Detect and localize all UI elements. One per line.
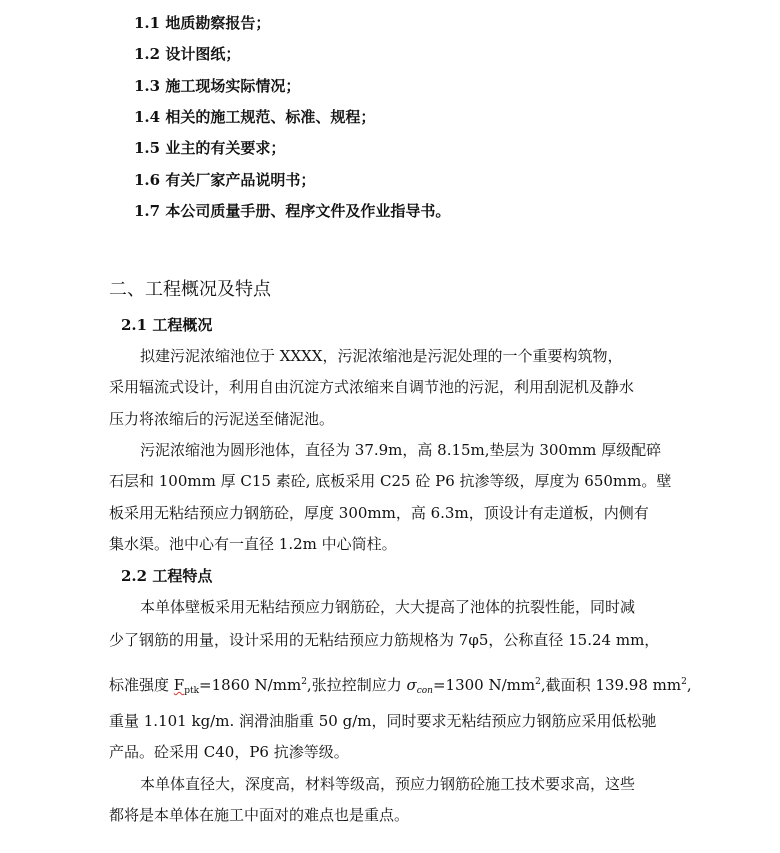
paragraph-line: 都将是本单体在施工中面对的难点也是重点。 (109, 806, 410, 824)
basis-item: 1.4 相关的施工规范、标准、规程； (134, 108, 376, 126)
section-heading: 二、工程概况及特点 (109, 279, 271, 300)
paragraph-line: 产品。砼采用 C40，P6 抗渗等级。 (109, 743, 349, 761)
text-segment: , (686, 676, 692, 694)
symbol-sigma-subscript: con (416, 686, 433, 696)
text-segment: 标准强度 (109, 676, 174, 694)
basis-item: 1.7 本公司质量手册、程序文件及作业指导书。 (134, 202, 451, 220)
basis-item: 1.5 业主的有关要求； (134, 139, 286, 157)
paragraph-line: 板采用无粘结预应力钢筋砼，厚度 300mm，高 6.3m，顶设计有走道板，内侧有 (109, 504, 649, 522)
paragraph-line: 重量 1.101 kg/m. 润滑油脂重 50 g/m，同时要求无粘结预应力钢筋应采用低松驰 (109, 712, 657, 730)
subsection-heading: 2.1 工程概况 (121, 316, 213, 334)
paragraph-line: 污泥浓缩池为圆形池体，直径为 37.9m，高 8.15m,垫层为 300mm 厚级配碎 (140, 441, 662, 459)
text-segment: =1300 N/mm (432, 676, 536, 694)
text-segment: ,张拉控制应力 (306, 676, 407, 694)
paragraph-line-formula (109, 672, 692, 701)
superscript: 2 (301, 677, 307, 687)
basis-item: 1.6 有关厂家产品说明书； (134, 171, 316, 189)
symbol-sigma: σ (406, 676, 417, 694)
symbol-f (174, 676, 199, 694)
subsection-heading: 2.2 工程特点 (121, 567, 213, 585)
text-segment: =1860 N/mm (199, 676, 302, 694)
paragraph-line: 本单体壁板采用无粘结预应力钢筋砼，大大提高了池体的抗裂性能，同时减 (140, 598, 636, 616)
paragraph-line: 压力将浓缩后的污泥送至储泥池。 (109, 410, 335, 428)
basis-item: 1.2 设计图纸； (134, 45, 241, 63)
paragraph-line: 采用辐流式设计，利用自由沉淀方式浓缩来自调节池的污泥，利用刮泥机及静水 (109, 378, 635, 396)
paragraph-line: 石层和 100mm 厚 C15 素砼, 底板采用 C25 砼 P6 抗渗等级，厚度为 650mm。壁 (109, 472, 672, 490)
paragraph-line: 本单体直径大，深度高，材料等级高，预应力钢筋砼施工技术要求高，这些 (140, 775, 636, 793)
symbol-f-letter: F (173, 676, 185, 694)
paragraph-line: 拟建污泥浓缩池位于 XXXX，污泥浓缩池是污泥处理的一个重要构筑物， (140, 347, 623, 365)
paragraph-line: 集水渠。池中心有一直径 1.2m 中心筒柱。 (109, 535, 397, 553)
basis-item: 1.1 地质勘察报告； (134, 14, 271, 32)
basis-item: 1.3 施工现场实际情况； (134, 77, 301, 95)
superscript: 2 (535, 677, 541, 687)
paragraph-line: 少了钢筋的用量，设计采用的无粘结预应力筋规格为 7φ5，公称直径 15.24 mm， (109, 631, 660, 649)
symbol-f-subscript: ptk (184, 686, 200, 696)
superscript: 2 (681, 677, 687, 687)
text-segment: ,截面积 139.98 mm (540, 676, 682, 694)
